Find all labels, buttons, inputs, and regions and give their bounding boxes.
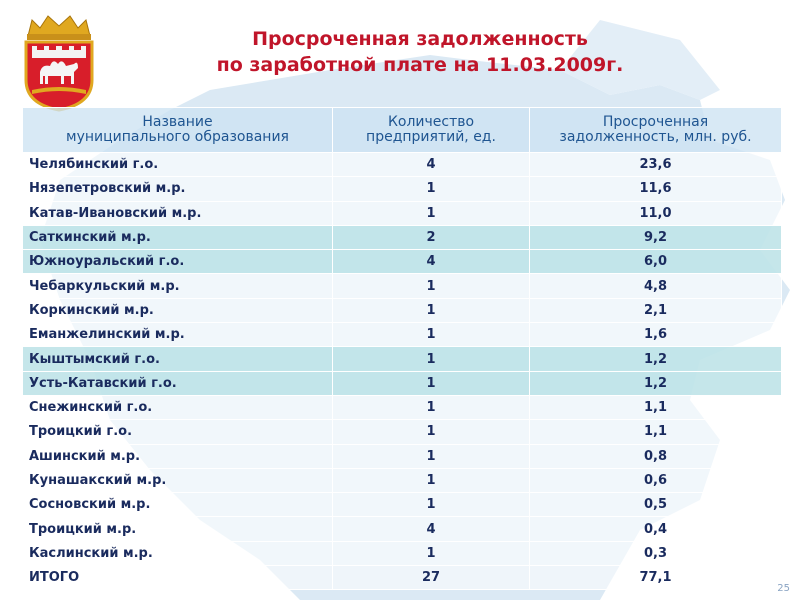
- header-debt-line-2: задолженность, млн. руб.: [559, 129, 752, 145]
- enterprise-count: 1: [333, 347, 530, 371]
- municipality-name: Кыштымский г.о.: [23, 347, 333, 371]
- overdue-debt: 1,1: [530, 420, 782, 444]
- header-municipality-line-2: муниципального образования: [66, 129, 289, 145]
- page-number: 25: [777, 583, 790, 594]
- header-municipality-line-1: Название: [142, 114, 213, 130]
- enterprise-count: 1: [333, 420, 530, 444]
- debt-table: [22, 107, 782, 590]
- municipality-name: Кунашакский м.р.: [23, 468, 333, 492]
- overdue-debt: 1,2: [530, 347, 782, 371]
- overdue-debt: 4,8: [530, 274, 782, 298]
- overdue-debt: 1,2: [530, 371, 782, 395]
- total-label: ИТОГО: [23, 566, 333, 590]
- enterprise-count: 1: [333, 395, 530, 419]
- header-count-line-1: Количество: [387, 114, 475, 130]
- table-row: [23, 395, 782, 419]
- table-row: [23, 177, 782, 201]
- overdue-debt: 1,6: [530, 323, 782, 347]
- enterprise-count: 1: [333, 371, 530, 395]
- municipality-name: Каслинский м.р.: [23, 541, 333, 565]
- overdue-debt: 23,6: [530, 153, 782, 177]
- overdue-debt: 0,5: [530, 493, 782, 517]
- page-title: [150, 26, 690, 78]
- table-row: [23, 541, 782, 565]
- title-line-1: Просроченная задолженность: [252, 28, 588, 50]
- table-row: [23, 153, 782, 177]
- enterprise-count: 2: [333, 225, 530, 249]
- municipality-name: Троицкий м.р.: [23, 517, 333, 541]
- table-body: [23, 153, 782, 590]
- total-enterprise-count: 27: [333, 566, 530, 590]
- enterprise-count: 4: [333, 153, 530, 177]
- table-row: [23, 298, 782, 322]
- table-header-row: [23, 108, 782, 153]
- overdue-debt: 11,0: [530, 201, 782, 225]
- header-count-line-2: предприятий, ед.: [366, 129, 496, 145]
- table-total-row: [23, 566, 782, 590]
- total-overdue-debt: 77,1: [530, 566, 782, 590]
- enterprise-count: 1: [333, 177, 530, 201]
- enterprise-count: 1: [333, 298, 530, 322]
- title-line-2: по заработной плате на 11.03.2009г.: [216, 54, 624, 76]
- header-enterprise-count: [333, 108, 530, 153]
- enterprise-count: 4: [333, 250, 530, 274]
- overdue-debt: 0,6: [530, 468, 782, 492]
- enterprise-count: 1: [333, 274, 530, 298]
- header-debt-line-1: Просроченная: [602, 114, 709, 130]
- municipality-name: Катав-Ивановский м.р.: [23, 201, 333, 225]
- enterprise-count: 1: [333, 201, 530, 225]
- municipality-name: Южноуральский г.о.: [23, 250, 333, 274]
- header-municipality: [23, 108, 333, 153]
- table-row: [23, 468, 782, 492]
- table-row: [23, 274, 782, 298]
- municipality-name: Челябинский г.о.: [23, 153, 333, 177]
- municipality-name: Коркинский м.р.: [23, 298, 333, 322]
- table-row: [23, 347, 782, 371]
- table-row: [23, 201, 782, 225]
- table-row: [23, 323, 782, 347]
- enterprise-count: 1: [333, 541, 530, 565]
- overdue-debt: 0,8: [530, 444, 782, 468]
- municipality-name: Усть-Катавский г.о.: [23, 371, 333, 395]
- enterprise-count: 1: [333, 444, 530, 468]
- overdue-debt: 6,0: [530, 250, 782, 274]
- enterprise-count: 1: [333, 493, 530, 517]
- overdue-debt: 0,3: [530, 541, 782, 565]
- enterprise-count: 4: [333, 517, 530, 541]
- header-overdue-debt: [530, 108, 782, 153]
- overdue-debt: 1,1: [530, 395, 782, 419]
- table-row: [23, 444, 782, 468]
- municipality-name: Ашинский м.р.: [23, 444, 333, 468]
- enterprise-count: 1: [333, 468, 530, 492]
- municipality-name: Троицкий г.о.: [23, 420, 333, 444]
- table-row: [23, 493, 782, 517]
- overdue-debt: 9,2: [530, 225, 782, 249]
- table-row: [23, 250, 782, 274]
- table-row: [23, 420, 782, 444]
- overdue-debt: 2,1: [530, 298, 782, 322]
- municipality-name: Нязепетровский м.р.: [23, 177, 333, 201]
- overdue-debt: 11,6: [530, 177, 782, 201]
- municipality-name: Еманжелинский м.р.: [23, 323, 333, 347]
- enterprise-count: 1: [333, 323, 530, 347]
- municipality-name: Сосновский м.р.: [23, 493, 333, 517]
- municipality-name: Саткинский м.р.: [23, 225, 333, 249]
- table-row: [23, 517, 782, 541]
- table-row: [23, 371, 782, 395]
- municipality-name: Снежинский г.о.: [23, 395, 333, 419]
- municipality-name: Чебаркульский м.р.: [23, 274, 333, 298]
- chelyabinsk-coat-of-arms-icon: [18, 14, 100, 112]
- overdue-debt: 0,4: [530, 517, 782, 541]
- table-row: [23, 225, 782, 249]
